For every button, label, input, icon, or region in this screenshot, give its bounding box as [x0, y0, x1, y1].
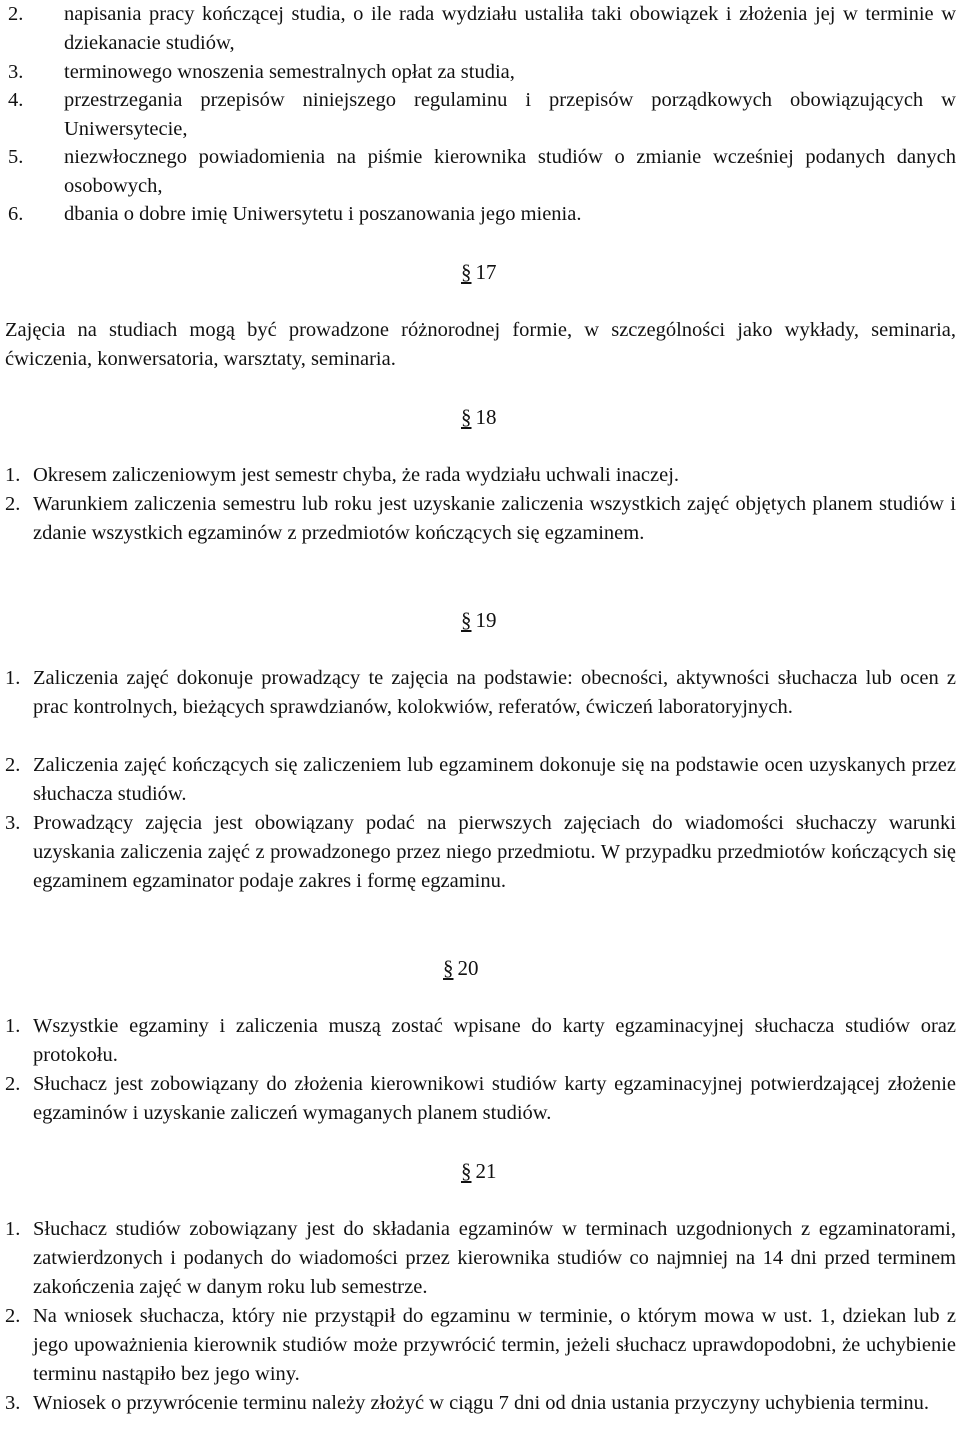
list-item-number: 4.: [8, 89, 24, 111]
list-item-number: 1.: [5, 667, 21, 689]
list-item-number: 6.: [8, 203, 24, 225]
list-item-number: 2.: [5, 1305, 21, 1327]
list-item-text: napisania pracy kończącej studia, o ile rada wydziału ustaliła taki obowiązek i złożenia jej w terminie w dziekanacie studiów,: [64, 3, 956, 54]
list-item-text: Prowadzący zajęcia jest obowiązany podać na pierwszych zajęciach do wiadomości słuchaczy warunki uzyskania zaliczenia zajęć z prowadzonego przez niego przedmiotu. W przypadku przedmiotów kończących się egzaminem egzaminator podaje zakres i formę egzaminu.: [33, 812, 956, 892]
list-item-text: Wniosek o przywrócenie terminu należy złożyć w ciągu 7 dni od dnia ustania przyczyny uchybienia terminu.: [33, 1392, 929, 1414]
list-item: [8, 200, 956, 229]
list-item-text: Okresem zaliczeniowym jest semestr chyba, że rada wydziału uchwali inaczej.: [33, 464, 680, 486]
section-sign: §: [461, 1159, 472, 1183]
section-sign: §: [461, 608, 472, 632]
list-item-text: Warunkiem zaliczenia semestru lub roku jest uzyskanie zaliczenia wszystkich zajęć objętych planem studiów i zdanie wszystkich egzaminów z przedmiotów kończących się egzaminem.: [33, 493, 956, 544]
list-item: [8, 58, 956, 87]
list-item: [5, 461, 956, 490]
list-item-number: 1.: [5, 1218, 21, 1240]
list-item-text: przestrzegania przepisów niniejszego regulaminu i przepisów porządkowych obowiązujących w Uniwersytecie,: [64, 89, 956, 140]
list-item: [5, 664, 956, 722]
list-item-text: Słuchacz jest zobowiązany do złożenia kierownikowi studiów karty egzaminacyjnej potwierdzającej złożenie egzaminów i uzyskanie zaliczeń wymaganych planem studiów.: [33, 1073, 956, 1124]
list-item-number: 3.: [5, 812, 21, 834]
list-item: [8, 143, 956, 201]
list-item-text: Wszystkie egzaminy i zaliczenia muszą zostać wpisane do karty egzaminacyjnej słuchacza studiów oraz protokołu.: [33, 1015, 956, 1066]
list-item-number: 3.: [5, 1392, 21, 1414]
list-item: [5, 1302, 956, 1389]
section-number: 17: [475, 260, 497, 284]
list-item: [5, 1215, 956, 1302]
list-item-number: 2.: [5, 754, 21, 776]
list-item-number: 3.: [8, 61, 24, 83]
section-number: 20: [457, 956, 479, 980]
list-item: [5, 1012, 956, 1070]
section-heading-20: [443, 954, 479, 983]
list-item-number: 2.: [5, 1073, 21, 1095]
list-item: [5, 809, 956, 896]
list-item: [5, 490, 956, 548]
section-heading-21: [461, 1157, 497, 1186]
list-item: [5, 1389, 956, 1418]
section-17-paragraph: Zajęcia na studiach mogą być prowadzone różnorodnej formie, w szczególności jako wykłady, seminaria, ćwiczenia, konwersatoria, warsztaty, seminaria.: [5, 319, 956, 370]
list-item-number: 1.: [5, 464, 21, 486]
section-number: 18: [475, 405, 497, 429]
list-item-text: Zaliczenia zajęć dokonuje prowadzący te zajęcia na podstawie: obecności, aktywności słuchacza lub ocen z prac kontrolnych, bieżących sprawdzianów, kolokwiów, referatów, ćwiczeń laboratoryjnych.: [33, 667, 956, 718]
section-sign: §: [443, 956, 454, 980]
list-item-number: 2.: [8, 3, 24, 25]
list-item: [8, 0, 956, 58]
list-item: [5, 1070, 956, 1128]
section-number: 19: [475, 608, 497, 632]
list-item-text: dbania o dobre imię Uniwersytetu i poszanowania jego mienia.: [64, 203, 582, 225]
section-heading-19: [461, 606, 497, 635]
list-item-number: 5.: [8, 146, 24, 168]
section-heading-17: [461, 258, 497, 287]
list-item-number: 1.: [5, 1015, 21, 1037]
section-sign: §: [461, 260, 472, 284]
list-item-text: Na wniosek słuchacza, który nie przystąpił do egzaminu w terminie, o którym mowa w ust. 1, dziekan lub z jego upoważnienia kierownik studiów może przywrócić termin, jeżeli słuchacz uprawdopodobni, że uchybienie terminu nastąpiło bez jego winy.: [33, 1305, 956, 1385]
list-item-text: Zaliczenia zajęć kończących się zaliczeniem lub egzaminem dokonuje się na podstawie ocen uzyskanych przez słuchacza studiów.: [33, 754, 956, 805]
section-sign: §: [461, 405, 472, 429]
list-item-text: Słuchacz studiów zobowiązany jest do składania egzaminów w terminach uzgodnionych z egzaminatorami, zatwierdzonych i podanych do wiadomości przez kierownika studiów co najmniej na 14 dni przed terminem zakończenia zajęć w danym roku lub semestrze.: [33, 1218, 956, 1298]
list-item: [8, 86, 956, 144]
list-item: [5, 751, 956, 809]
section-number: 21: [475, 1159, 497, 1183]
section-heading-18: [461, 403, 497, 432]
list-item-text: terminowego wnoszenia semestralnych opłat za studia,: [64, 61, 515, 83]
list-item-text: niezwłocznego powiadomienia na piśmie kierownika studiów o zmianie wcześniej podanych danych osobowych,: [64, 146, 956, 197]
list-item-number: 2.: [5, 493, 21, 515]
